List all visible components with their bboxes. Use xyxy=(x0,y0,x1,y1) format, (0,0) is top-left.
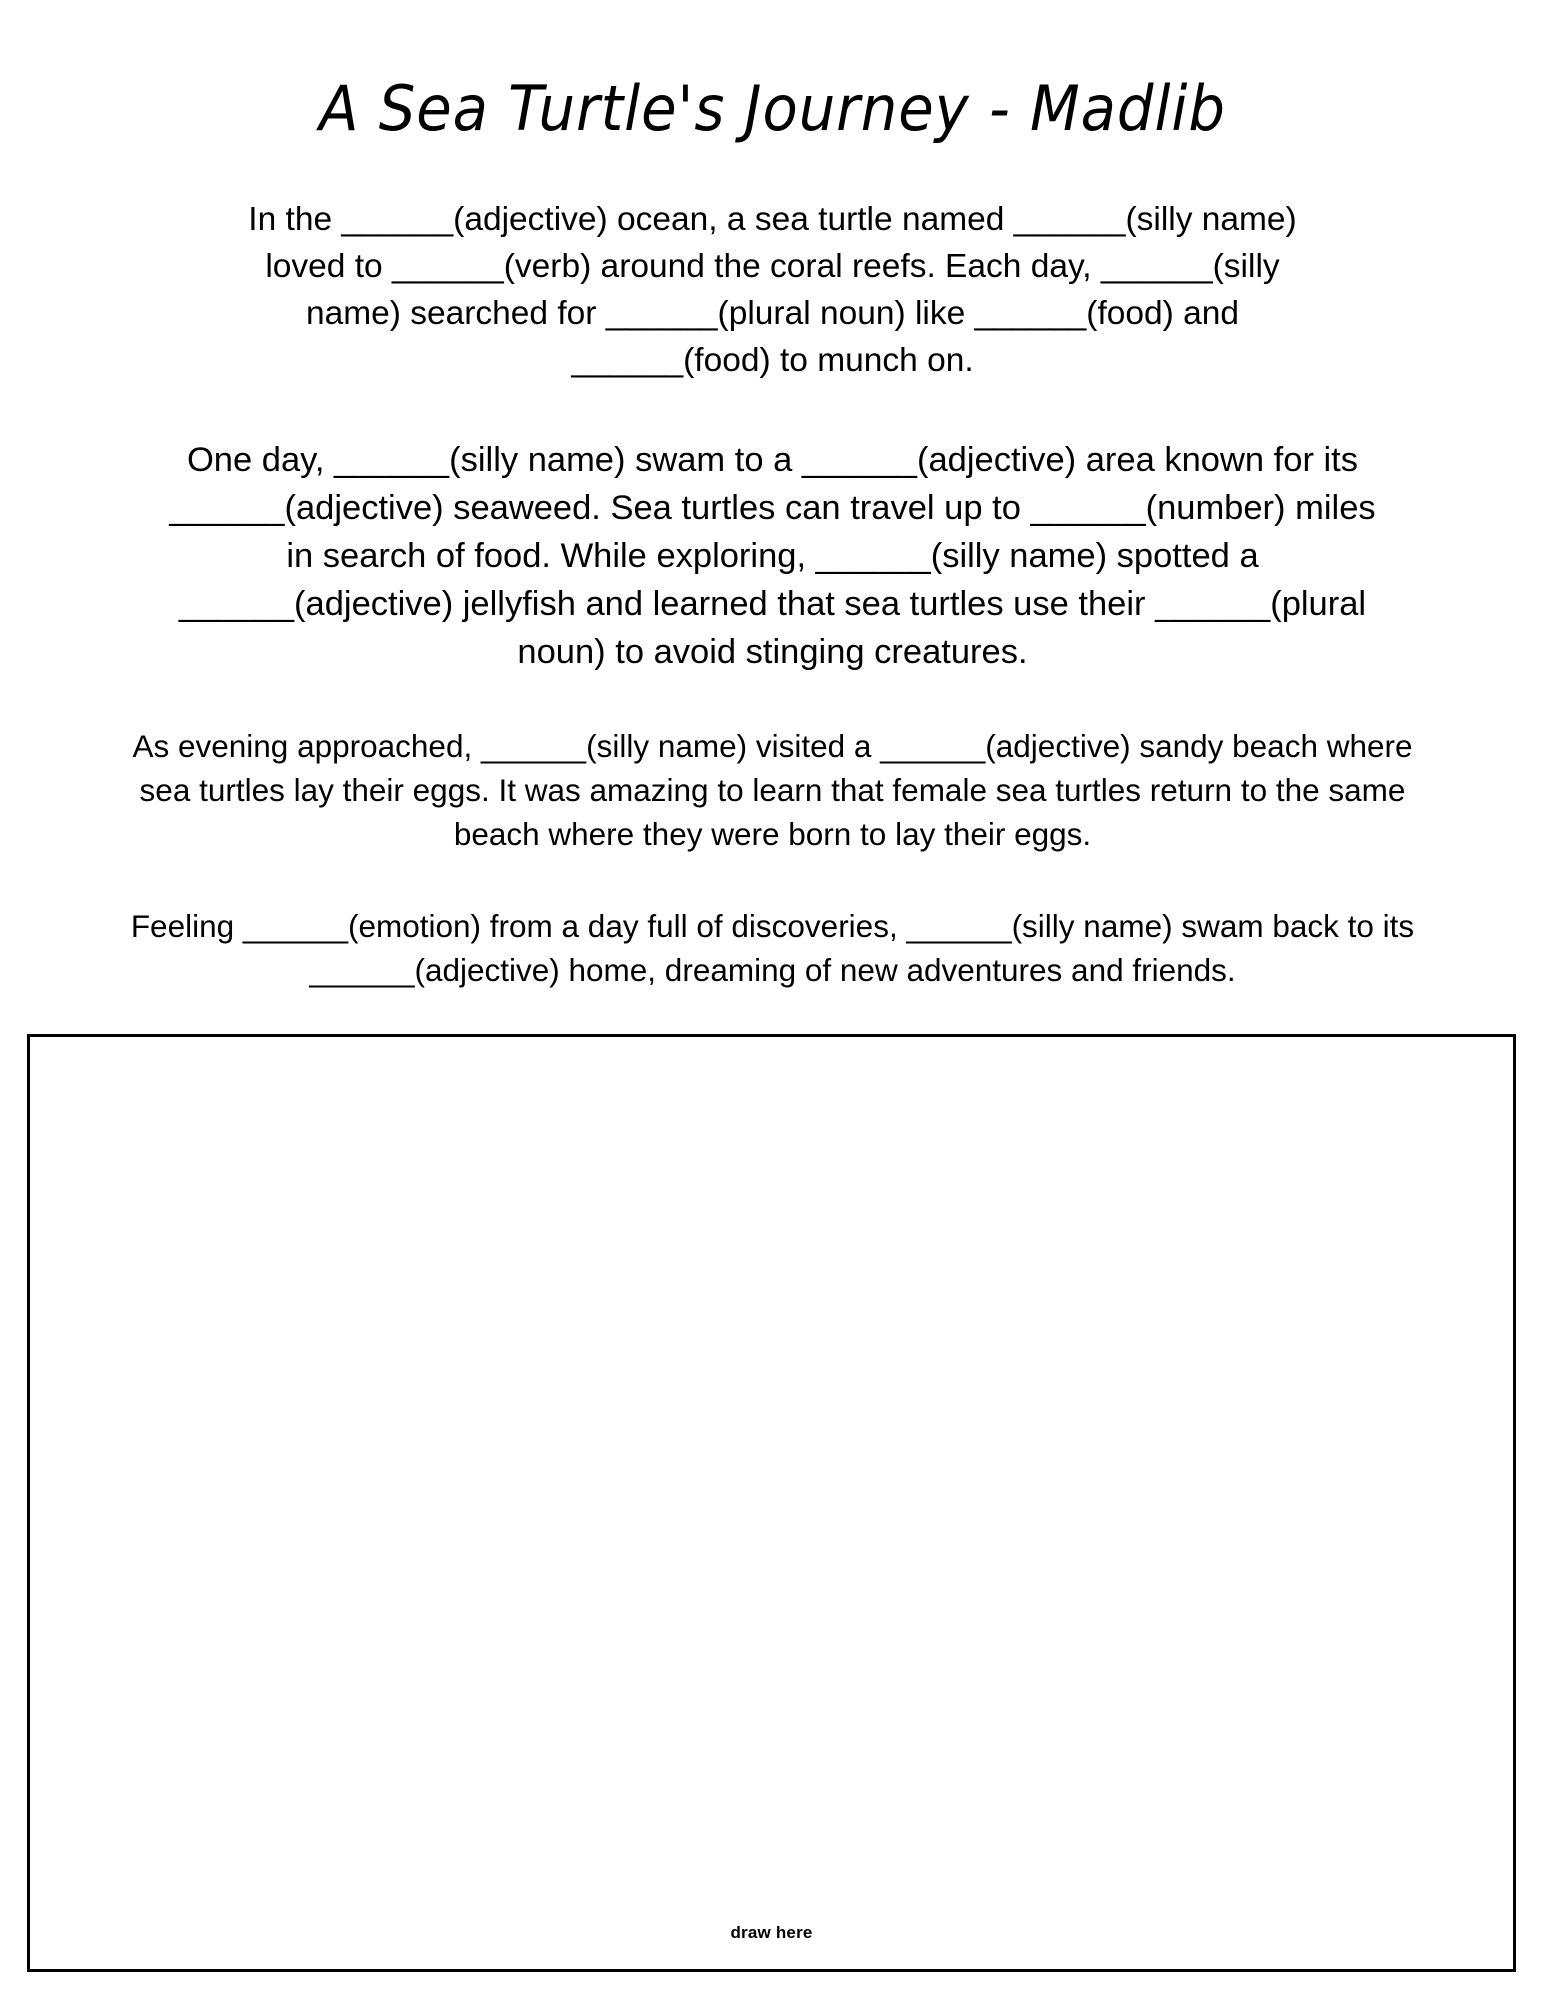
story-paragraph-3: As evening approached, ______(silly name) visited a ______(adjective) sandy beach where sea turtles lay their eggs. It was amazing to learn that female sea turtles return to the same beach where they were born to lay their eggs. xyxy=(132,728,1413,852)
page-title: A Sea Turtle's Journey - Madlib xyxy=(319,71,1226,145)
draw-here-label: draw here xyxy=(730,1923,813,1942)
story-paragraph-2: One day, ______(silly name) swam to a ______(adjective) area known for its ______(adjective) seaweed. Sea turtles can travel up to ______(number) miles in search of food. While exploring, ______(silly name) spotted a ______(adjective) jellyfish and learned that sea turtles use their ______(plural noun) to avoid stinging creatures. xyxy=(169,441,1376,671)
story-paragraph-1: In the ______(adjective) ocean, a sea turtle named ______(silly name) loved to ______(verb) around the coral reefs. Each day, ______(silly name) searched for ______(plural noun) like ______(food) and ______(food) to munch on. xyxy=(248,201,1297,379)
madlib-story xyxy=(0,196,1545,992)
drawing-area[interactable] xyxy=(27,1034,1516,1972)
story-paragraph-4: Feeling ______(emotion) from a day full of discoveries, ______(silly name) swam back to its ______(adjective) home, dreaming of new adventures and friends. xyxy=(130,908,1415,988)
